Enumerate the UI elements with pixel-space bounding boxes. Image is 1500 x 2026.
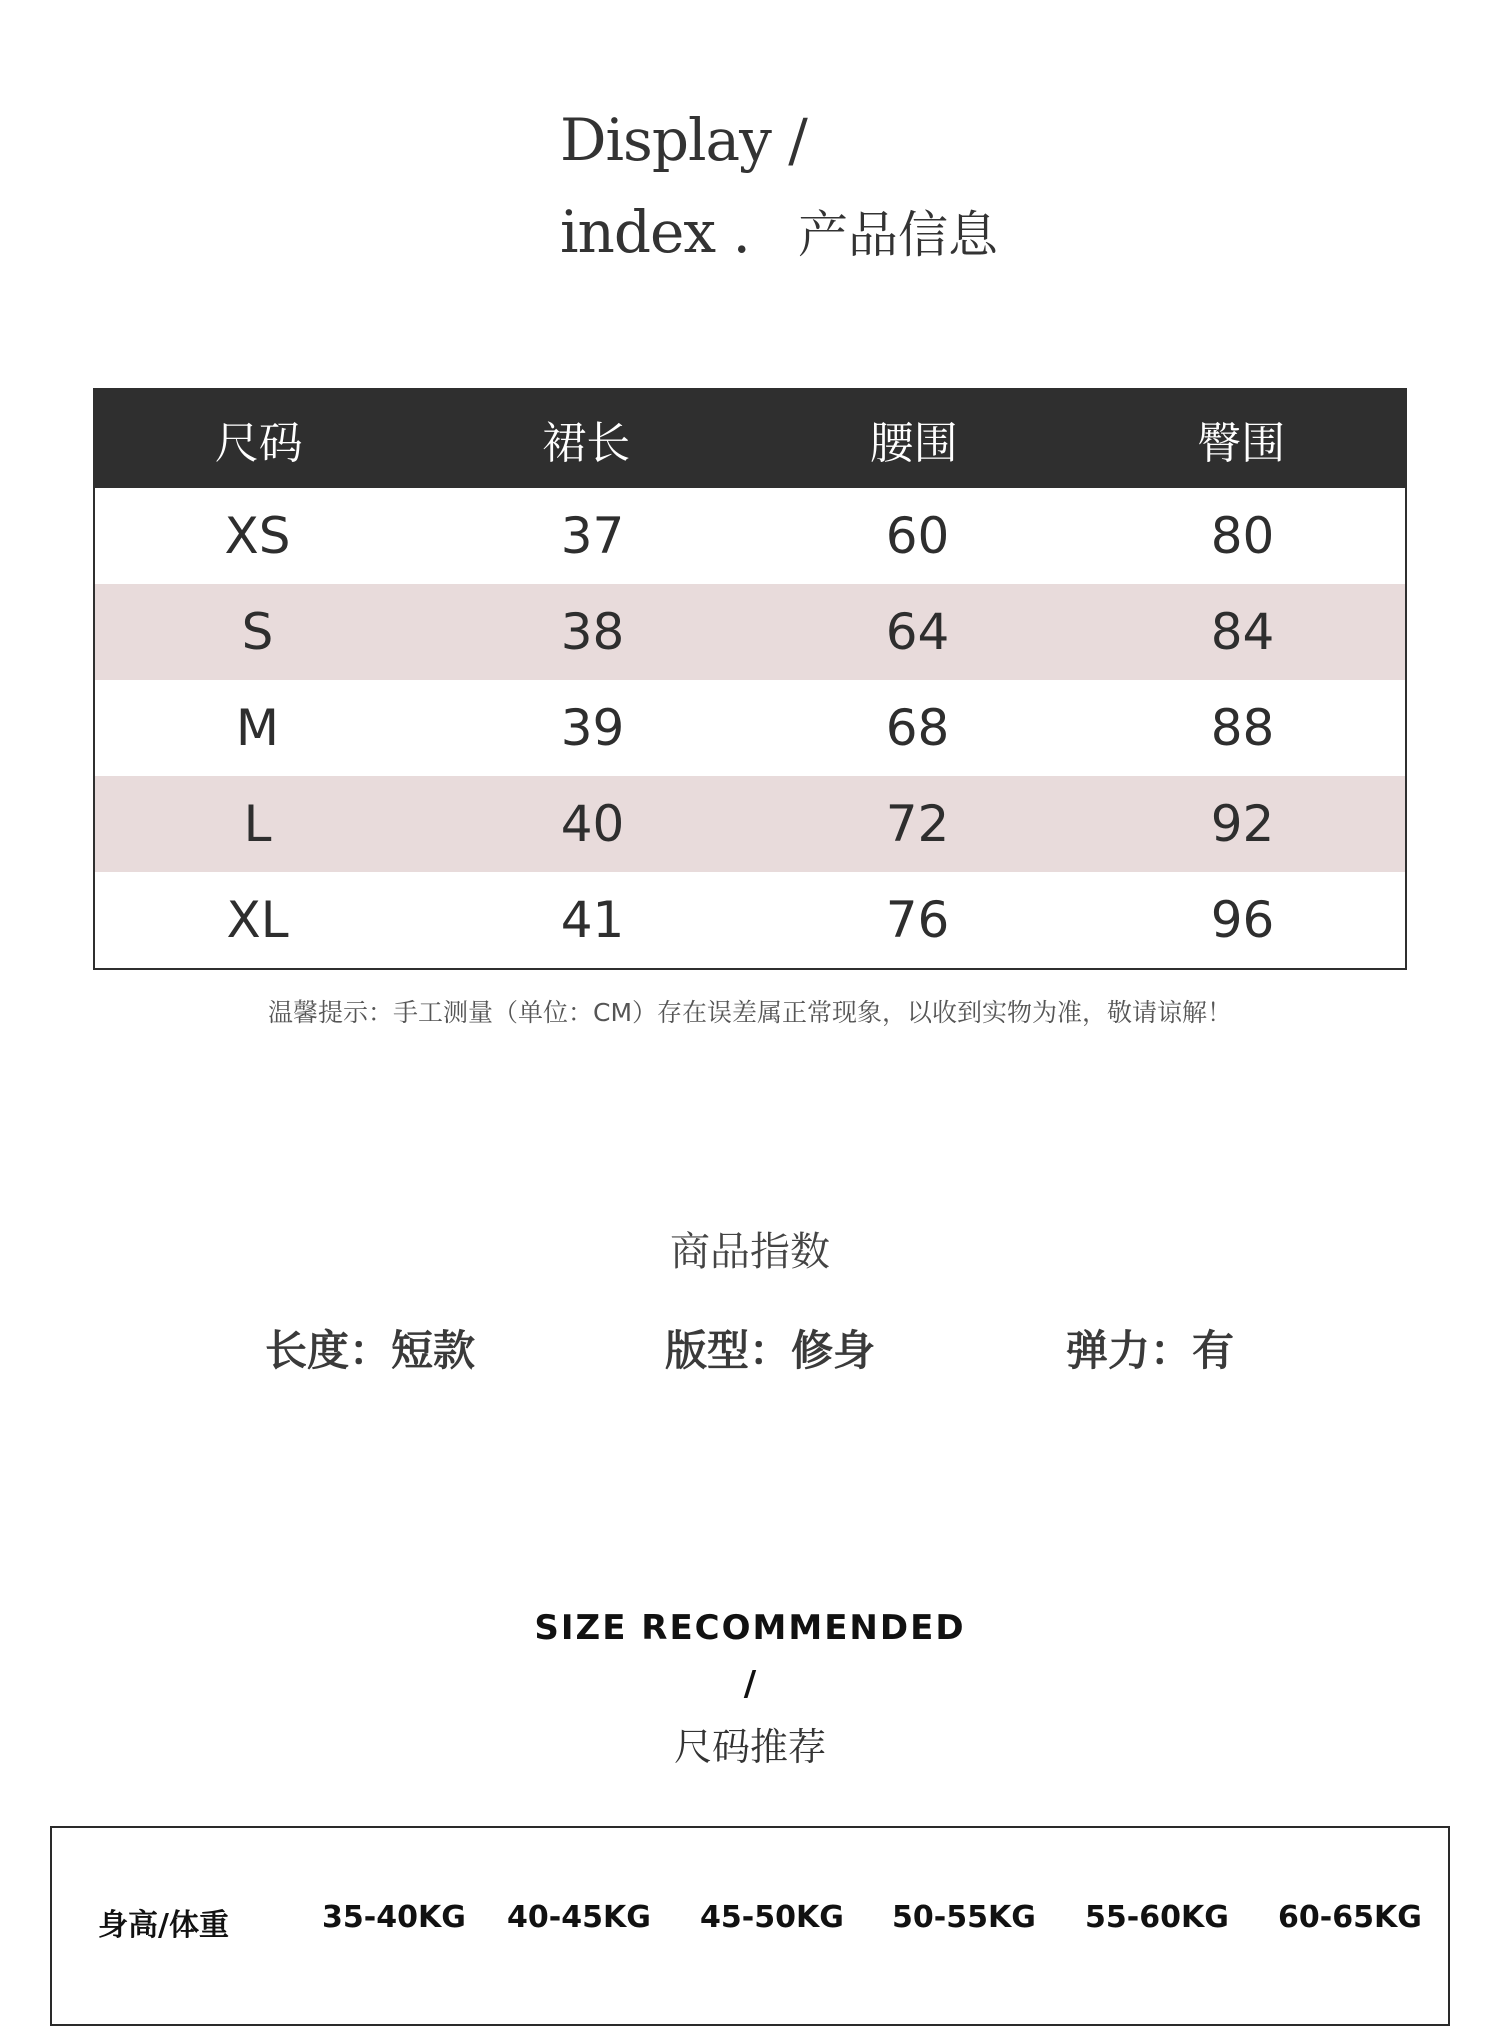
page-header bbox=[560, 105, 998, 270]
size-recommended-slash: / bbox=[743, 1664, 757, 1704]
size-cell: XS bbox=[224, 507, 291, 565]
measurement-note: 温馨提示：手工测量（单位：CM）存在误差属正常现象，以收到实物为准，敬请谅解！ bbox=[267, 998, 1233, 1027]
attribute-length: 长度：短款 bbox=[265, 1326, 476, 1375]
header-weight-range: 60-65KG bbox=[1278, 1900, 1422, 1935]
waist-cell: 64 bbox=[885, 603, 950, 661]
header-title-cn-text: 产品信息 bbox=[797, 206, 998, 264]
table-row bbox=[95, 680, 1405, 776]
header-weight-range: 55-60KG bbox=[1085, 1900, 1229, 1935]
skirt-length-cell: 37 bbox=[560, 507, 625, 565]
table-row bbox=[95, 584, 1405, 680]
column-header-skirt-length: 裙长 bbox=[542, 418, 631, 469]
waist-cell: 76 bbox=[885, 891, 950, 949]
skirt-length-cell: 41 bbox=[560, 891, 625, 949]
header-height-weight: 身高/体重 bbox=[98, 1908, 229, 1943]
waist-cell: 72 bbox=[885, 795, 950, 853]
size-cell: L bbox=[243, 795, 272, 853]
waist-cell: 60 bbox=[885, 507, 950, 565]
header-index-text: index . bbox=[560, 198, 750, 266]
table-row bbox=[95, 776, 1405, 872]
hip-cell: 96 bbox=[1210, 891, 1275, 949]
hip-cell: 80 bbox=[1210, 507, 1275, 565]
table-row bbox=[95, 872, 1405, 968]
size-cell: S bbox=[241, 603, 274, 661]
attribute-elasticity: 弹力：有 bbox=[1066, 1326, 1235, 1375]
recommendation-table-header bbox=[52, 1900, 1448, 1960]
skirt-length-cell: 38 bbox=[560, 603, 625, 661]
hip-cell: 88 bbox=[1210, 699, 1275, 757]
product-index-title: 商品指数 bbox=[670, 1229, 830, 1275]
header-index-line bbox=[560, 197, 998, 270]
hip-cell: 84 bbox=[1210, 603, 1275, 661]
skirt-length-cell: 39 bbox=[560, 699, 625, 757]
header-weight-range: 35-40KG bbox=[322, 1900, 466, 1935]
size-table bbox=[93, 388, 1407, 970]
size-table-header bbox=[95, 390, 1405, 488]
size-recommendation-table bbox=[50, 1826, 1450, 2026]
size-recommended-title-cn: 尺码推荐 bbox=[673, 1725, 826, 1769]
size-cell: M bbox=[235, 699, 280, 757]
size-cell: XL bbox=[226, 891, 289, 949]
header-weight-range: 40-45KG bbox=[507, 1900, 651, 1935]
size-recommended-title: SIZE RECOMMENDED bbox=[534, 1608, 966, 1648]
column-header-size: 尺码 bbox=[214, 418, 303, 469]
header-weight-range: 45-50KG bbox=[700, 1900, 844, 1935]
header-weight-range: 50-55KG bbox=[892, 1900, 1036, 1935]
attribute-fit: 版型：修身 bbox=[665, 1326, 876, 1375]
waist-cell: 68 bbox=[885, 699, 950, 757]
skirt-length-cell: 40 bbox=[560, 795, 625, 853]
table-row bbox=[95, 488, 1405, 584]
header-title-cn bbox=[798, 200, 998, 270]
column-header-waist: 腰围 bbox=[869, 418, 958, 469]
header-display-text: Display / bbox=[560, 106, 807, 174]
column-header-hip: 臀围 bbox=[1197, 418, 1286, 469]
hip-cell: 92 bbox=[1210, 795, 1275, 853]
